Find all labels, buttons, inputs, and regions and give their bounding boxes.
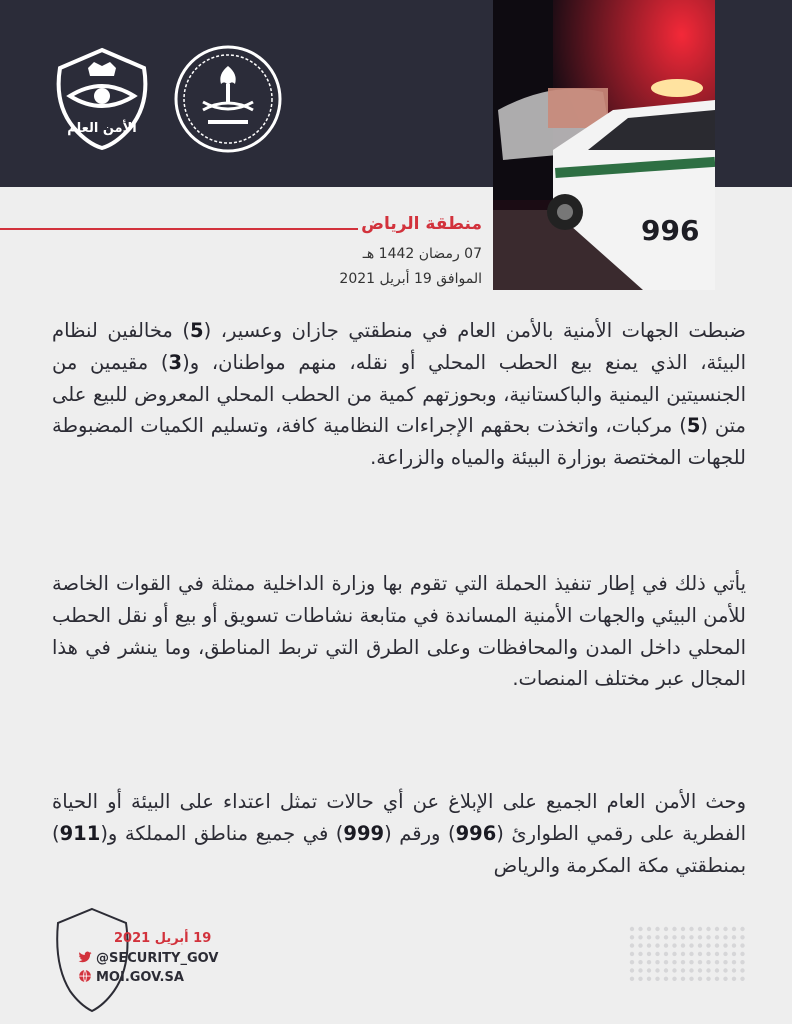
pattern-dot <box>672 935 676 939</box>
pattern-dot <box>740 943 744 947</box>
footer-website[interactable] <box>78 969 184 985</box>
pattern-dot <box>706 943 710 947</box>
pattern-dot <box>732 927 736 931</box>
pattern-dot <box>698 960 702 964</box>
saudi-emblem-icon <box>173 44 283 154</box>
pattern-dot <box>689 943 693 947</box>
pattern-dot <box>706 927 710 931</box>
footer-twitter[interactable] <box>78 950 218 966</box>
p3-number-911: 911 <box>59 821 101 845</box>
pattern-dot <box>681 960 685 964</box>
pattern-dot <box>723 977 727 981</box>
pattern-dot <box>715 977 719 981</box>
paragraph-2 <box>52 568 746 695</box>
paragraph-1 <box>52 315 746 474</box>
pattern-dot <box>672 927 676 931</box>
pattern-dot <box>681 952 685 956</box>
decorative-dot-pattern <box>628 925 748 983</box>
pattern-dot <box>664 952 668 956</box>
p3-text-b: ) ورقم ( <box>384 821 456 845</box>
p1-text-c: ) مقيمين من الجنسيتين اليمنية والباكستانية، وبحوزتهم كمية من الحطب المحلي المعروض للبيع على متن ( <box>52 350 746 438</box>
pattern-dot <box>655 927 659 931</box>
p1-number-2: 3 <box>168 350 183 374</box>
pattern-dot <box>689 977 693 981</box>
region-divider <box>0 228 358 230</box>
twitter-icon <box>78 950 92 964</box>
pattern-dot <box>681 927 685 931</box>
pattern-dot <box>681 943 685 947</box>
pattern-dot <box>740 968 744 972</box>
pattern-dot <box>630 960 634 964</box>
pattern-dot <box>698 943 702 947</box>
pattern-dot <box>715 927 719 931</box>
pattern-dot <box>630 977 634 981</box>
pattern-dot <box>647 960 651 964</box>
pattern-dot <box>723 943 727 947</box>
pattern-dot <box>715 935 719 939</box>
p1-text-b: ) مخالفين لنظام البيئة، الذي يمنع بيع الحطب المحلي أو نقله، منهم مواطنان، و( <box>52 319 746 374</box>
pattern-dot <box>664 977 668 981</box>
pattern-dot <box>630 943 634 947</box>
p1-number-1: 5 <box>190 319 204 342</box>
pattern-dot <box>706 935 710 939</box>
pattern-dot <box>664 943 668 947</box>
pattern-dot <box>647 943 651 947</box>
pattern-dot <box>630 952 634 956</box>
pattern-dot <box>732 977 736 981</box>
p3-text-c: ) في جميع مناطق المملكة و( <box>100 821 344 845</box>
p3-text-a: وحث الأمن العام الجميع على الإبلاغ عن أي حالات تمثل اعتداء على البيئة أو الحياة الفطرية على رقمي الطوارئ ( <box>52 790 747 845</box>
pattern-dot <box>664 968 668 972</box>
pattern-dot <box>715 952 719 956</box>
pattern-dot <box>672 968 676 972</box>
pattern-dot <box>706 977 710 981</box>
pattern-dot <box>706 968 710 972</box>
pattern-dot <box>638 935 642 939</box>
p1-text-d: ) مركبات، واتخذت بحقهم الإجراءات النظامية كافة، وتسليم الكميات المضبوطة للجهات المختصة بوزارة البيئة والمياه والزراعة. <box>52 414 746 470</box>
website-url: MOI.GOV.SA <box>96 970 184 985</box>
pattern-dot <box>655 943 659 947</box>
pattern-dot <box>664 927 668 931</box>
pattern-dot <box>723 927 727 931</box>
pattern-dot <box>689 968 693 972</box>
vehicle-number: 996 <box>641 214 700 247</box>
pattern-dot <box>698 968 702 972</box>
pattern-dot <box>732 968 736 972</box>
pattern-dot <box>672 943 676 947</box>
pattern-dot <box>647 927 651 931</box>
security-logo-text: الأمن العام <box>67 121 137 136</box>
pattern-dot <box>715 943 719 947</box>
p2-text: يأتي ذلك في إطار تنفيذ الحملة التي تقوم بها وزارة الداخلية ممثلة في القوات الخاصة للأمن البيئي والجهات الأمنية المساندة في متابعة نشاطات تسويق أو بيع أو نقل الحطب المحلي داخل المدن والمحافظات وعلى الطرق التي تربط المناطق، وما ينشر في هذا المجال عبر مختلف المنصات. <box>52 572 746 691</box>
pattern-dot <box>638 960 642 964</box>
pattern-dot <box>689 927 693 931</box>
patrol-vehicle-photo <box>493 0 715 290</box>
pattern-dot <box>723 952 727 956</box>
pattern-dot <box>655 977 659 981</box>
pattern-dot <box>655 952 659 956</box>
pattern-dot <box>715 960 719 964</box>
pattern-dot <box>638 943 642 947</box>
pattern-dot <box>664 935 668 939</box>
pattern-dot <box>740 977 744 981</box>
pattern-dot <box>689 960 693 964</box>
pattern-dot <box>672 952 676 956</box>
p3-text-d: ) بمنطقتي مكة المكرمة والرياض <box>52 821 746 877</box>
pattern-dot <box>723 960 727 964</box>
pattern-dot <box>664 960 668 964</box>
pattern-dot <box>630 968 634 972</box>
pattern-dot <box>723 935 727 939</box>
pattern-dot <box>638 952 642 956</box>
pattern-dot <box>740 952 744 956</box>
pattern-dot <box>647 935 651 939</box>
footer-date: 19 أبريل 2021 <box>114 931 212 946</box>
pattern-dot <box>672 977 676 981</box>
pattern-dot <box>638 977 642 981</box>
photo-scene <box>493 0 715 290</box>
public-security-logo-icon <box>48 46 156 150</box>
pattern-dot <box>647 977 651 981</box>
pattern-dot <box>740 935 744 939</box>
pattern-dot <box>706 960 710 964</box>
pattern-dot <box>732 943 736 947</box>
pattern-dot <box>630 927 634 931</box>
pattern-dot <box>732 952 736 956</box>
pattern-dot <box>647 952 651 956</box>
twitter-handle: @SECURITY_GOV <box>96 951 219 966</box>
pattern-dot <box>740 960 744 964</box>
pattern-dot <box>681 977 685 981</box>
pattern-dot <box>698 977 702 981</box>
p3-number-996: 996 <box>455 821 497 845</box>
pattern-dot <box>732 935 736 939</box>
pattern-dot <box>698 935 702 939</box>
pattern-dot <box>732 960 736 964</box>
pattern-dot <box>723 968 727 972</box>
pattern-dot <box>689 952 693 956</box>
pattern-dot <box>647 968 651 972</box>
p1-text-a: ضبطت الجهات الأمنية بالأمن العام في منطقتي جازان وعسير، ( <box>203 319 746 342</box>
pattern-dot <box>698 952 702 956</box>
pattern-dot <box>715 968 719 972</box>
pattern-dot <box>638 927 642 931</box>
paragraph-3 <box>52 786 746 881</box>
pattern-dot <box>681 935 685 939</box>
globe-icon <box>78 969 92 983</box>
pattern-dot <box>681 968 685 972</box>
pattern-dot <box>689 935 693 939</box>
pattern-dot <box>740 927 744 931</box>
region-title: منطقة الرياض <box>361 214 482 234</box>
pattern-dot <box>655 968 659 972</box>
hijri-date: 07 رمضان 1442 هـ <box>362 246 482 262</box>
gregorian-date: الموافق 19 أبريل 2021 <box>339 271 482 287</box>
pattern-dot <box>630 935 634 939</box>
p1-number-3: 5 <box>686 414 701 438</box>
pattern-dot <box>655 935 659 939</box>
pattern-dot <box>706 952 710 956</box>
p3-number-999: 999 <box>343 821 385 845</box>
pattern-dot <box>638 968 642 972</box>
pattern-dot <box>672 960 676 964</box>
pattern-dot <box>655 960 659 964</box>
pattern-dot <box>698 927 702 931</box>
